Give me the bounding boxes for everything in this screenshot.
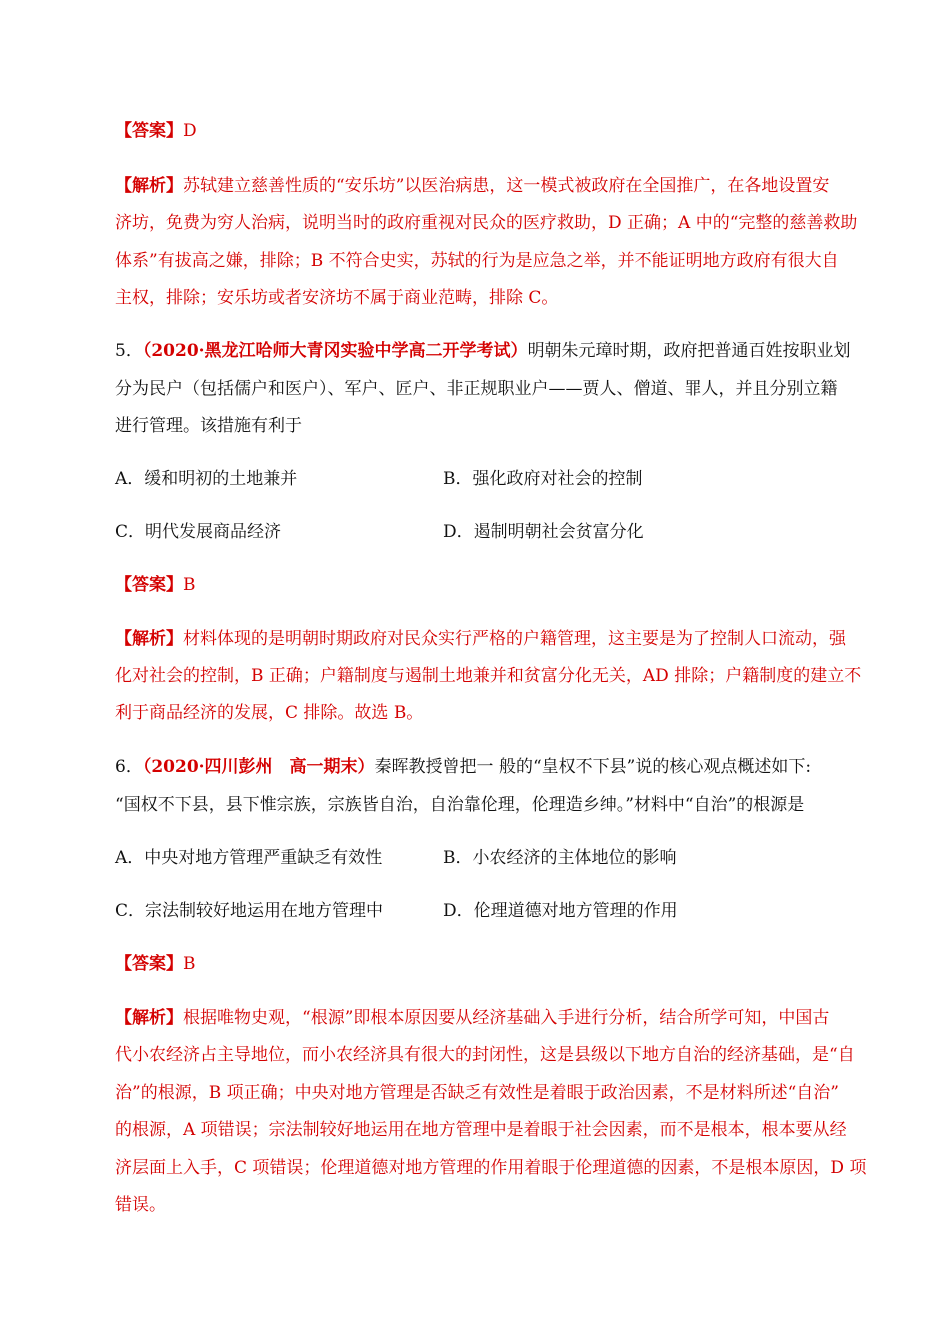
answer-value: B	[183, 575, 196, 595]
q6-option-b: B．小农经济的主体地位的影响	[443, 848, 677, 868]
q6-option-a: A．中央对地方管理严重缺乏有效性	[115, 848, 383, 868]
q6-analysis-line-4: 的根源，A 项错误；宗法制较好地运用在地方管理中是着眼于社会因素，而不是根本，根本要从经	[115, 1120, 847, 1140]
question-number: 6．	[115, 757, 143, 777]
q5-analysis-line-2: 化对社会的控制，B 正确；户籍制度与遏制土地兼并和贫富分化无关，AD 排除；户籍制度的建立不	[115, 666, 862, 686]
analysis-label: 【解析】	[115, 1008, 183, 1028]
analysis-label: 【解析】	[115, 176, 183, 196]
q5-analysis-line-1: 【解析】材料体现的是明朝时期政府对民众实行严格的户籍管理，这主要是为了控制人口流动，强	[115, 629, 846, 649]
answer-value: B	[183, 954, 196, 974]
q6-analysis-line-3: 治”的根源，B 项正确；中央对地方管理是否缺乏有效性是着眼于政治因素，不是材料所述“自治”	[115, 1083, 839, 1103]
q5-option-a: A．缓和明初的土地兼并	[115, 469, 298, 489]
q6-stem-line-1: 6．（2020·四川彭州 高一期末）秦晖教授曾把一 般的“皇权不下县”说的核心观点概述如下:	[115, 757, 812, 777]
q6-analysis-line-1: 【解析】根据唯物史观，“根源”即根本原因要从经济基础入手进行分析，结合所学可知，中国古	[115, 1008, 830, 1028]
q6-option-d: D．伦理道德对地方管理的作用	[443, 901, 678, 921]
q5-option-b: B．强化政府对社会的控制	[443, 469, 643, 489]
answer-label: 【答案】	[115, 121, 183, 141]
q6-answer	[115, 951, 196, 977]
q4-analysis-line-3: 体系”有拔高之嫌，排除；B 不符合史实，苏轼的行为是应急之举，并不能证明地方政府有很大自	[115, 251, 839, 271]
question-number: 5．	[115, 341, 143, 361]
answer-value: D	[183, 121, 197, 141]
q4-answer	[115, 118, 197, 144]
question-source: （2020·四川彭州 高一期末）	[142, 757, 375, 777]
q5-stem-line-2: 分为民户（包括儒户和医户）、军户、匠户、非正规职业户——贾人、僧道、罪人，并且分别立籍	[115, 379, 838, 399]
q6-analysis-line-6: 错误。	[115, 1195, 166, 1215]
analysis-label: 【解析】	[115, 629, 183, 649]
answer-label: 【答案】	[115, 575, 183, 595]
q5-stem-line-3: 进行管理。该措施有利于	[115, 416, 302, 436]
q6-analysis-line-5: 济层面上入手，C 项错误；伦理道德对地方管理的作用着眼于伦理道德的因素，不是根本原因，D 项	[115, 1158, 867, 1178]
q6-option-c: C．宗法制较好地运用在地方管理中	[115, 901, 384, 921]
q5-stem-line-1: 5．（2020·黑龙江哈师大青冈实验中学高二开学考试）明朝朱元璋时期，政府把普通百姓按职业划	[115, 341, 851, 361]
q5-analysis-line-3: 利于商品经济的发展，C 排除。故选 B。	[115, 703, 424, 723]
answer-label: 【答案】	[115, 954, 183, 974]
q4-analysis-line-2: 济坊，免费为穷人治病，说明当时的政府重视对民众的医疗救助，D 正确；A 中的“完整的慈善救助	[115, 213, 858, 233]
q6-stem-line-2: “国权不下县，县下惟宗族，宗族皆自治，自治靠伦理，伦理造乡绅。”材料中“自治”的根源是	[115, 795, 805, 815]
q5-option-d: D．遏制明朝社会贫富分化	[443, 522, 644, 542]
q5-answer	[115, 572, 196, 598]
q5-option-c: C．明代发展商品经济	[115, 522, 282, 542]
q4-analysis-line-4: 主权，排除；安乐坊或者安济坊不属于商业范畴，排除 C。	[115, 288, 559, 308]
q4-analysis-line-1: 【解析】苏轼建立慈善性质的“安乐坊”以医治病患，这一模式被政府在全国推广，在各地设置安	[115, 176, 830, 196]
q6-analysis-line-2: 代小农经济占主导地位，而小农经济具有很大的封闭性，这是县级以下地方自治的经济基础，是“自	[115, 1045, 855, 1065]
question-source: （2020·黑龙江哈师大青冈实验中学高二开学考试）	[142, 341, 528, 361]
